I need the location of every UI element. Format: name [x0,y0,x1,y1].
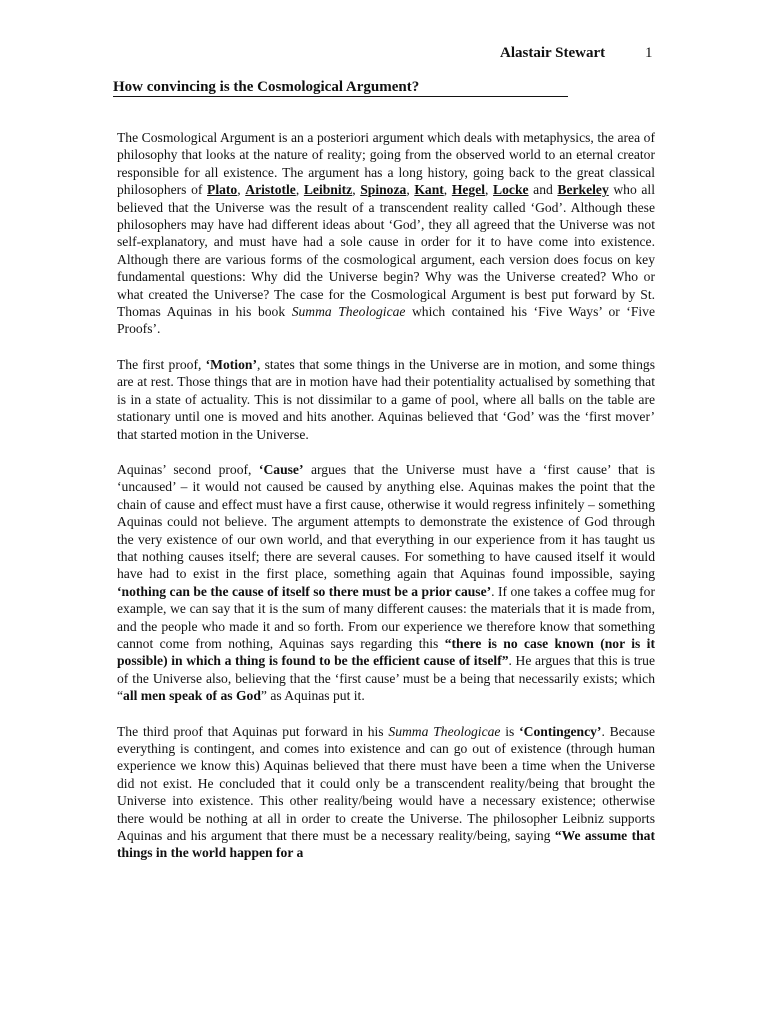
philosopher-link[interactable]: Aristotle [245,182,296,198]
book-title: Summa Theologicae [388,723,501,739]
paragraph-motion: The first proof, ‘Motion’, states that some things in the Universe are in motion, and some things are at rest. Those things that are in motion have had their potentiality actualised by something that is in a state of actuality. This is not dissimilar to a game of pool, where all balls on the table are stationary until one is moved and hits another. Aquinas believed that ‘God’ was the ‘first mover’ that started motion in the Universe. [117,356,655,442]
paragraph-contingency: The third proof that Aquinas put forward in his Summa Theologicae is ‘Contingency’. Because everything is contingent, and comes into existence and can go out of existence (through human experience we know this) Aquinas believed that there must have been a time when the Universe did not exist. He concluded that it could only be a transcendent reality/being that brought the Universe into existence. This other reality/being would have a necessary existence; otherwise there would be nothing at all in order to create the Universe. The philosopher Leibniz supports Aquinas and his argument that there must be a necessary reality/being, saying “We assume that things in the world happen for a [117,723,655,861]
essay-body [113,129,655,880]
page-number: 1 [645,45,653,61]
quote: “there is no case known (nor is it possible) in which a thing is found to be the efficient cause of itself” [117,635,655,669]
philosopher-link[interactable]: Berkeley [557,182,609,198]
philosopher-link[interactable]: Spinoza [360,182,407,198]
paragraph-intro: The Cosmological Argument is an a posteriori argument which deals with metaphysics, the area of philosophy that looks at the nature of reality; going from the observed world to an eternal creator responsible for all existence. The argument has a long history, going back to the great classical philosophers of Plato, Aristotle, Leibnitz, Spinoza, Kant, Hegel, Locke and Berkeley who all believed that the Universe was the result of a transcendent reality called ‘God’. Although these philosophers may have had different ideas about ‘God’, they all agreed that the Universe was not self-explanatory, and must have had a sole cause in order for it to have come into existence. Although there are various forms of the cosmological argument, each version does focus on key fundamental questions: Why did the Universe begin? Why was the Universe created? Who or what created the Universe? The case for the Cosmological Argument is best put forward by St. Thomas Aquinas in his book Summa Theologicae which contained his ‘Five Ways’ or ‘Five Proofs’. [117,130,655,337]
page-header [500,45,653,62]
philosopher-link[interactable]: Hegel [451,182,486,198]
philosopher-link[interactable]: Plato [207,182,238,198]
author-name: Alastair Stewart [500,45,606,61]
essay-title: How convincing is the Cosmological Argument? [113,79,568,97]
quote: “We assume that things in the world happen for a [117,828,655,861]
book-title: Summa Theologicae [291,304,406,320]
quote: ‘nothing can be the cause of itself so there must be a prior cause’ [117,583,492,599]
philosopher-link[interactable]: Leibnitz [303,182,353,198]
philosopher-link[interactable]: Locke [493,182,529,198]
term-contingency: ‘Contingency’ [519,723,602,739]
paragraph-cause: Aquinas’ second proof, ‘Cause’ argues that the Universe must have a ‘first cause’ that is ‘uncaused’ – it would not caused be caused by anything else. Aquinas makes the point that the chain of cause and effect must have a first cause, otherwise it would regress infinitely – something Aquinas could not believe. The argument attempts to demonstrate the existence of God through the very existence of our own world, and that everything in our experience from it has taught us that nothing causes itself; there are several causes. For something to have caused itself it would have had to exist in the first place, something again that Aquinas found impossible, saying ‘nothing can be the cause of itself so there must be a prior cause’. If one takes a coffee mug for example, we can say that it is the sum of many different causes: the materials that it is made from, and the people who made it and so forth. From our experience we therefore know that something cannot come from nothing, Aquinas says regarding this “there is no case known (nor is it possible) in which a thing is found to be the efficient cause of itself”. He argues that this is true of the Universe also, believing that the ‘first cause’ must be a being that necessarily exists; which “all men speak of as God” as Aquinas put it. [117,461,655,704]
term-motion: ‘Motion’ [205,356,257,372]
quote: all men speak of as God [123,688,261,704]
philosopher-link[interactable]: Kant [414,182,444,198]
term-cause: ‘Cause’ [258,461,304,477]
